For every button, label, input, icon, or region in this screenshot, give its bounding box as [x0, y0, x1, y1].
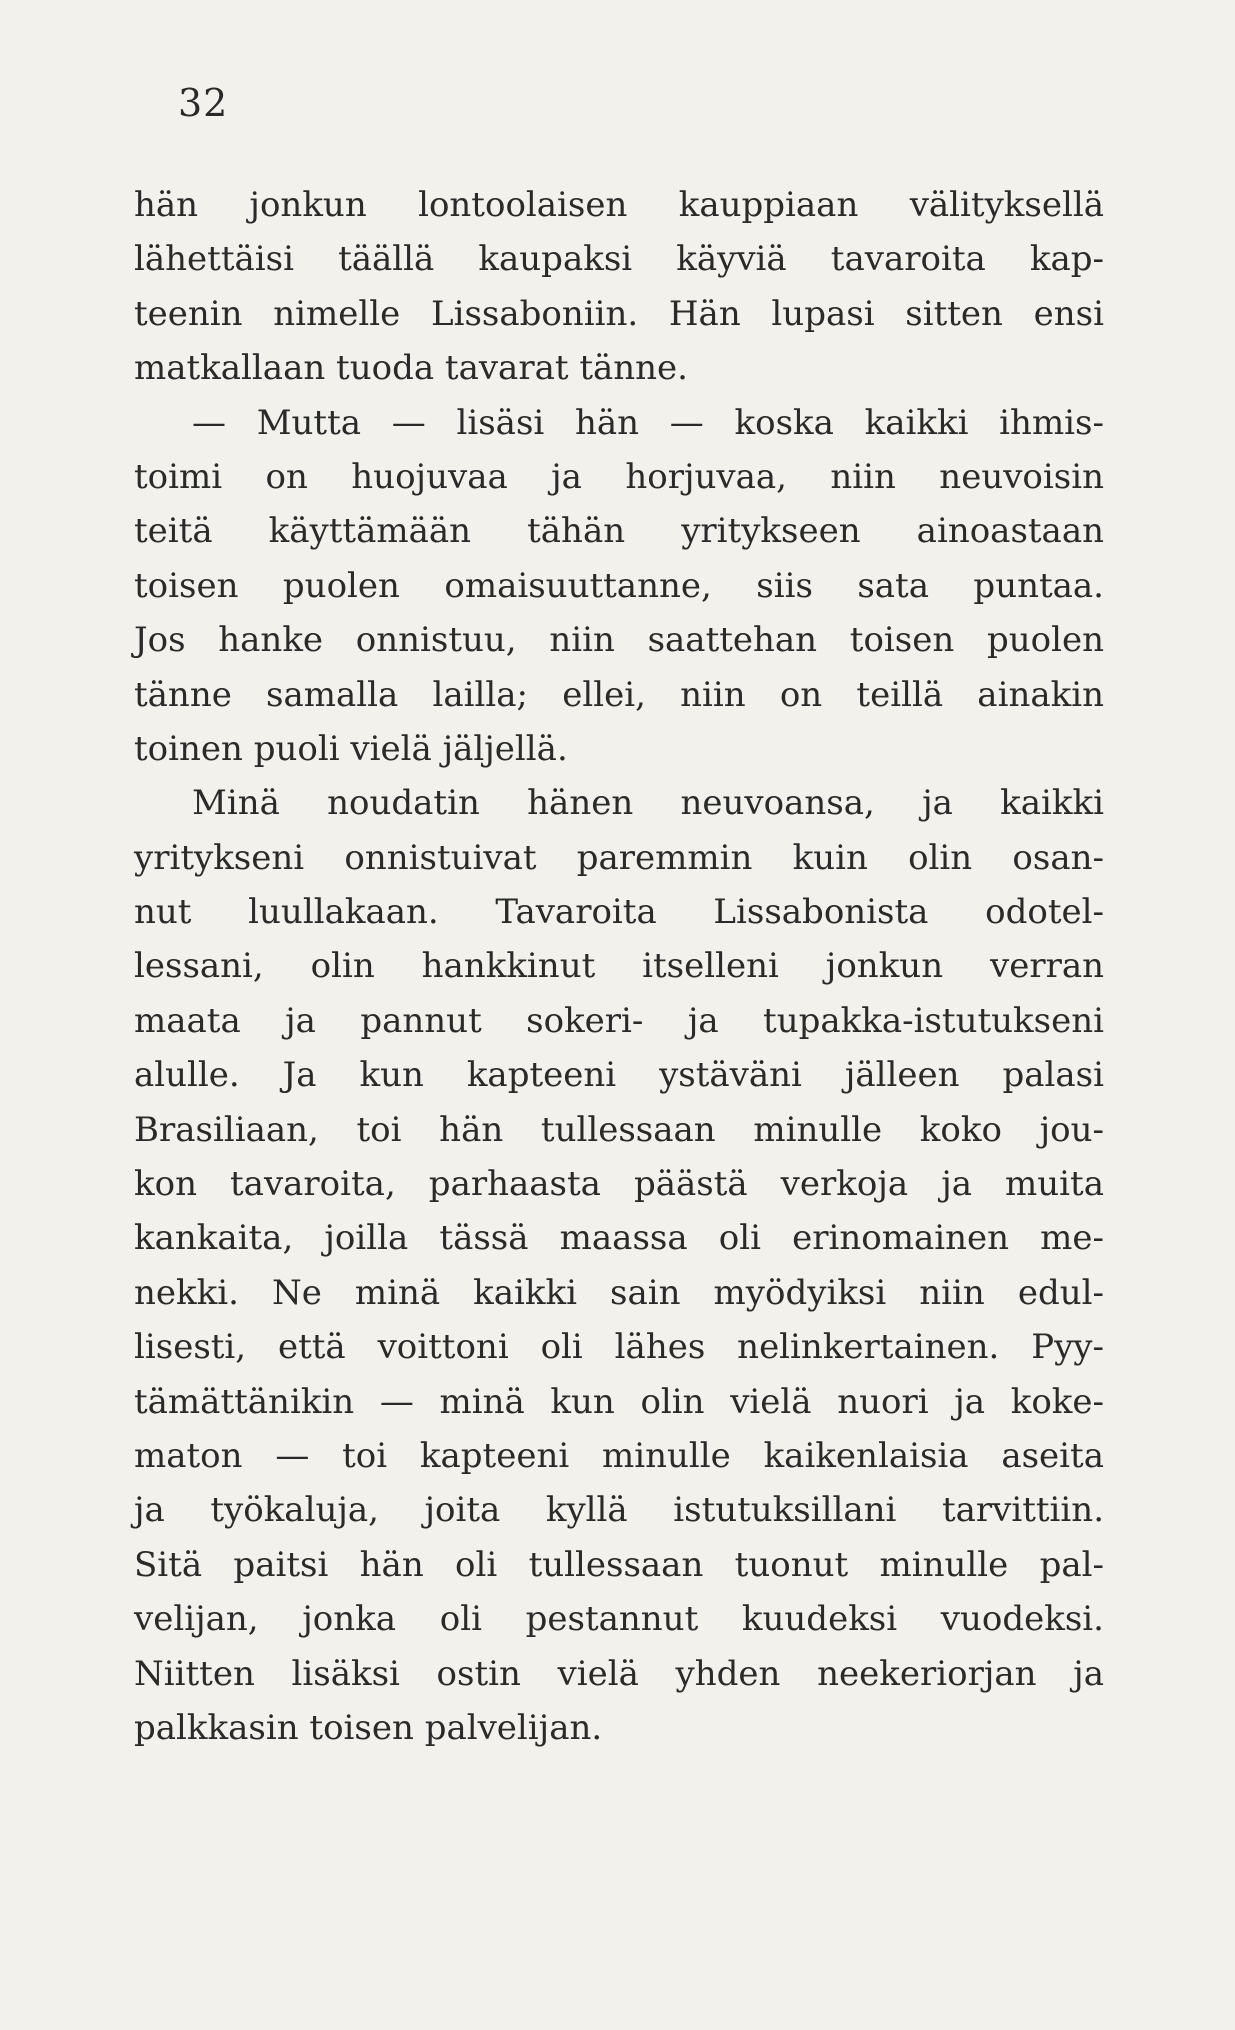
body-text — [134, 178, 1104, 1755]
text-line: palkkasin toisen palvelijan. — [134, 1707, 603, 1748]
text-line: kankaita, joilla tässä maassa oli erinomainen me- — [134, 1218, 1104, 1259]
text-line: lähettäisi täällä kaupaksi käyviä tavaroita kap- — [134, 239, 1104, 280]
text-line: teenin nimelle Lissaboniin. Hän lupasi sitten ensi — [134, 293, 1104, 334]
text-line: kon tavaroita, parhaasta päästä verkoja ja muita — [134, 1164, 1104, 1205]
text-line: teitä käyttämään tähän yritykseen ainoastaan — [134, 511, 1104, 552]
text-line: Sitä paitsi hän oli tullessaan tuonut minulle pal- — [134, 1544, 1104, 1585]
text-line: alulle. Ja kun kapteeni ystäväni jälleen palasi — [134, 1055, 1104, 1096]
text-line: Brasiliaan, toi hän tullessaan minulle koko jou- — [134, 1109, 1104, 1150]
text-line: Niitten lisäksi ostin vielä yhden neekeriorjan ja — [134, 1653, 1104, 1694]
text-line: yritykseni onnistuivat paremmin kuin olin osan- — [134, 837, 1104, 878]
text-line: matkallaan tuoda tavarat tänne. — [134, 348, 688, 389]
text-line: nut luullakaan. Tavaroita Lissabonista odotel- — [134, 892, 1104, 933]
text-line: maata ja pannut sokeri- ja tupakka-istutukseni — [134, 1000, 1104, 1041]
text-line: velijan, jonka oli pestannut kuudeksi vuodeksi. — [134, 1599, 1104, 1640]
text-line: toinen puoli vielä jäljellä. — [134, 728, 568, 769]
page-number: 32 — [178, 81, 229, 125]
text-line: ja työkaluja, joita kyllä istutuksillani tarvittiin. — [134, 1490, 1104, 1531]
text-line: toimi on huojuvaa ja horjuvaa, niin neuvoisin — [134, 456, 1104, 497]
text-line: tänne samalla lailla; ellei, niin on teillä ainakin — [134, 674, 1104, 715]
text-line: Jos hanke onnistuu, niin saattehan toisen puolen — [134, 620, 1104, 661]
text-line: toisen puolen omaisuuttanne, siis sata puntaa. — [134, 565, 1104, 606]
text-line: tämättänikin — minä kun olin vielä nuori ja koke- — [134, 1381, 1104, 1422]
text-line: lessani, olin hankkinut itselleni jonkun verran — [134, 946, 1104, 987]
text-line: hän jonkun lontoolaisen kauppiaan välityksellä — [134, 185, 1104, 225]
text-line: nekki. Ne minä kaikki sain myödyiksi niin edul- — [134, 1272, 1104, 1313]
text-line: maton — toi kapteeni minulle kaikenlaisia aseita — [134, 1435, 1104, 1476]
text-line: — Mutta — lisäsi hän — koska kaikki ihmis- — [192, 402, 1104, 443]
text-line: Minä noudatin hänen neuvoansa, ja kaikki — [192, 783, 1104, 824]
text-line: lisesti, että voittoni oli lähes nelinkertainen. Pyy- — [134, 1327, 1104, 1368]
